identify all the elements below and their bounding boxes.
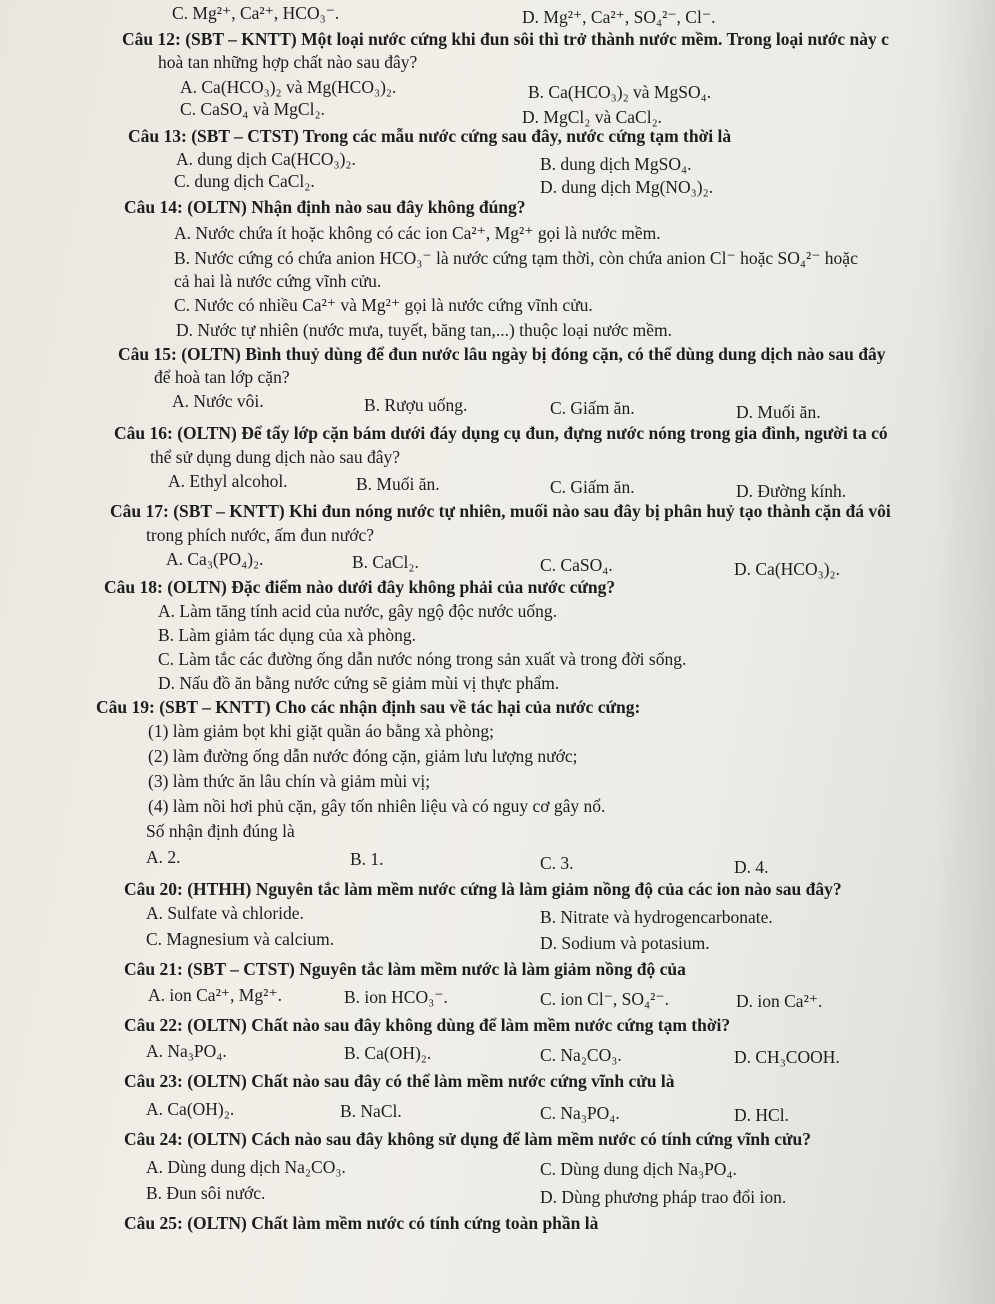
q16-option-d: D. Đường kính.: [736, 481, 847, 501]
q13-option-d: D. dung dịch Mg(NO₃)₂.: [540, 177, 714, 197]
q16-option-b: B. Muối ăn.: [356, 474, 440, 494]
q14-option-c: C. Nước có nhiều Ca²⁺ và Mg²⁺ gọi là nước cứng vĩnh cửu.: [174, 295, 593, 315]
q18-option-d: D. Nấu đồ ăn bằng nước cứng sẽ giảm mùi vị thực phẩm.: [158, 673, 560, 693]
q19-statement-3: (3) làm thức ăn lâu chín và giảm mùi vị;: [148, 771, 431, 791]
question-16-stem: Câu 16: (OLTN) Để tẩy lớp cặn bám dưới đáy dụng cụ đun, đựng nước nóng trong gia đình, người ta có: [114, 423, 888, 443]
q17-option-a: A. Ca₃(PO₄)₂.: [166, 549, 264, 569]
q21-option-b: B. ion HCO₃⁻.: [344, 987, 448, 1007]
q20-option-b: B. Nitrate và hydrogencarbonate.: [540, 907, 773, 927]
q22-option-d: D. CH₃COOH.: [734, 1047, 840, 1067]
q22-option-b: B. Ca(OH)₂.: [344, 1043, 432, 1063]
q23-option-a: A. Ca(OH)₂.: [146, 1099, 235, 1119]
q19-option-d: D. 4.: [734, 857, 769, 877]
question-22-stem: Câu 22: (OLTN) Chất nào sau đây không dùng để làm mềm nước cứng tạm thời?: [124, 1015, 731, 1035]
question-20-stem: Câu 20: (HTHH) Nguyên tắc làm mềm nước cứng là làm giảm nồng độ của các ion nào sau đây?: [124, 879, 842, 899]
q17-option-d: D. Ca(HCO₃)₂.: [734, 559, 841, 579]
q12-option-a: A. Ca(HCO₃)₂ và Mg(HCO₃)₂.: [180, 77, 397, 97]
q16-option-a: A. Ethyl alcohol.: [168, 471, 288, 491]
question-25-stem: Câu 25: (OLTN) Chất làm mềm nước có tính cứng toàn phần là: [124, 1213, 599, 1233]
question-12-stem: Câu 12: (SBT – KNTT) Một loại nước cứng khi đun sôi thì trở thành nước mềm. Trong loại nước này c: [122, 29, 889, 49]
question-17-stem: Câu 17: (SBT – KNTT) Khi đun nóng nước tự nhiên, muối nào sau đây bị phân huỷ tạo thành cặn đá vôi: [110, 501, 891, 521]
option-c: C. Mg²⁺, Ca²⁺, HCO₃⁻.: [172, 3, 340, 23]
q12-option-b: B. Ca(HCO₃)₂ và MgSO₄.: [528, 82, 712, 102]
q15-option-c: C. Giấm ăn.: [550, 398, 635, 418]
q19-option-b: B. 1.: [350, 849, 384, 869]
q20-option-d: D. Sodium và potasium.: [540, 933, 710, 953]
question-23-stem: Câu 23: (OLTN) Chất nào sau đây có thể làm mềm nước cứng vĩnh cửu là: [124, 1071, 675, 1091]
q22-option-a: A. Na₃PO₄.: [146, 1041, 227, 1061]
q24-option-a: A. Dùng dung dịch Na₂CO₃.: [146, 1157, 346, 1177]
q14-option-a: A. Nước chứa ít hoặc không có các ion Ca²⁺, Mg²⁺ gọi là nước mềm.: [174, 223, 661, 243]
q24-option-d: D. Dùng phương pháp trao đổi ion.: [540, 1187, 787, 1207]
q23-option-d: D. HCl.: [734, 1105, 789, 1125]
q19-ask: Số nhận định đúng là: [146, 821, 295, 841]
question-24-stem: Câu 24: (OLTN) Cách nào sau đây không sử dụng để làm mềm nước có tính cứng vĩnh cửu?: [124, 1129, 812, 1149]
q12-option-c: C. CaSO₄ và MgCl₂.: [180, 99, 325, 119]
q15-option-d: D. Muối ăn.: [736, 402, 821, 422]
q21-option-d: D. ion Ca²⁺.: [736, 991, 823, 1011]
q13-option-c: C. dung dịch CaCl₂.: [174, 171, 315, 191]
q15-option-b: B. Rượu uống.: [364, 395, 468, 415]
q17-option-c: C. CaSO₄.: [540, 555, 613, 575]
q24-option-c: C. Dùng dung dịch Na₃PO₄.: [540, 1159, 737, 1179]
page-edge-shadow: [935, 0, 995, 1304]
q18-option-b: B. Làm giảm tác dụng của xà phòng.: [158, 625, 417, 645]
q13-option-b: B. dung dịch MgSO₄.: [540, 154, 692, 174]
q21-option-a: A. ion Ca²⁺, Mg²⁺.: [148, 985, 282, 1005]
q17-option-b: B. CaCl₂.: [352, 552, 419, 572]
q12-option-d: D. MgCl₂ và CaCl₂.: [522, 107, 663, 127]
question-13-stem: Câu 13: (SBT – CTST) Trong các mẫu nước cứng sau đây, nước cứng tạm thời là: [128, 126, 732, 146]
q22-option-c: C. Na₂CO₃.: [540, 1045, 622, 1065]
q19-statement-1: (1) làm giảm bọt khi giặt quần áo bằng xà phòng;: [148, 721, 495, 741]
q23-option-b: B. NaCl.: [340, 1101, 402, 1121]
q24-option-b: B. Đun sôi nước.: [146, 1183, 266, 1203]
question-21-stem: Câu 21: (SBT – CTST) Nguyên tắc làm mềm nước là làm giảm nồng độ của: [124, 959, 686, 979]
q18-option-c: C. Làm tắc các đường ống dẫn nước nóng trong sản xuất và trong đời sống.: [158, 649, 687, 669]
q21-option-c: C. ion Cl⁻, SO₄²⁻.: [540, 989, 670, 1009]
q20-option-c: C. Magnesium và calcium.: [146, 929, 335, 949]
q20-option-a: A. Sulfate và chloride.: [146, 903, 304, 923]
question-15-stem: Câu 15: (OLTN) Bình thuỷ dùng để đun nước lâu ngày bị đóng cặn, có thể dùng dung dịch nào sau đây: [118, 344, 886, 364]
question-15-stem-cont: để hoà tan lớp cặn?: [154, 367, 290, 387]
question-18-stem: Câu 18: (OLTN) Đặc điểm nào dưới đây không phải của nước cứng?: [104, 577, 616, 597]
q14-option-b: B. Nước cứng có chứa anion HCO₃⁻ là nước cứng tạm thời, còn chứa anion Cl⁻ hoặc SO₄²⁻ hoặc: [174, 248, 858, 268]
q23-option-c: C. Na₃PO₄.: [540, 1103, 620, 1123]
q19-statement-2: (2) làm đường ống dẫn nước đóng cặn, giảm lưu lượng nước;: [148, 746, 578, 766]
option-d: D. Mg²⁺, Ca²⁺, SO₄²⁻, Cl⁻.: [522, 7, 716, 27]
question-16-stem-cont: thể sử dụng dung dịch nào sau đây?: [150, 447, 401, 467]
question-12-stem-cont: hoà tan những hợp chất nào sau đây?: [158, 52, 418, 72]
q19-option-a: A. 2.: [146, 847, 181, 867]
q19-option-c: C. 3.: [540, 853, 574, 873]
q15-option-a: A. Nước vôi.: [172, 391, 264, 411]
q14-option-b-cont: cả hai là nước cứng vĩnh cửu.: [174, 271, 382, 291]
question-19-stem: Câu 19: (SBT – KNTT) Cho các nhận định sau về tác hại của nước cứng:: [96, 697, 641, 717]
q19-statement-4: (4) làm nồi hơi phủ cặn, gây tốn nhiên liệu và có nguy cơ gây nổ.: [148, 796, 606, 816]
q18-option-a: A. Làm tăng tính acid của nước, gây ngộ độc nước uống.: [158, 601, 558, 621]
question-14-stem: Câu 14: (OLTN) Nhận định nào sau đây không đúng?: [124, 197, 526, 217]
q14-option-d: D. Nước tự nhiên (nước mưa, tuyết, băng tan,...) thuộc loại nước mềm.: [176, 320, 673, 340]
q16-option-c: C. Giấm ăn.: [550, 477, 635, 497]
q13-option-a: A. dung dịch Ca(HCO₃)₂.: [176, 149, 356, 169]
question-17-stem-cont: trong phích nước, ấm đun nước?: [146, 525, 374, 545]
